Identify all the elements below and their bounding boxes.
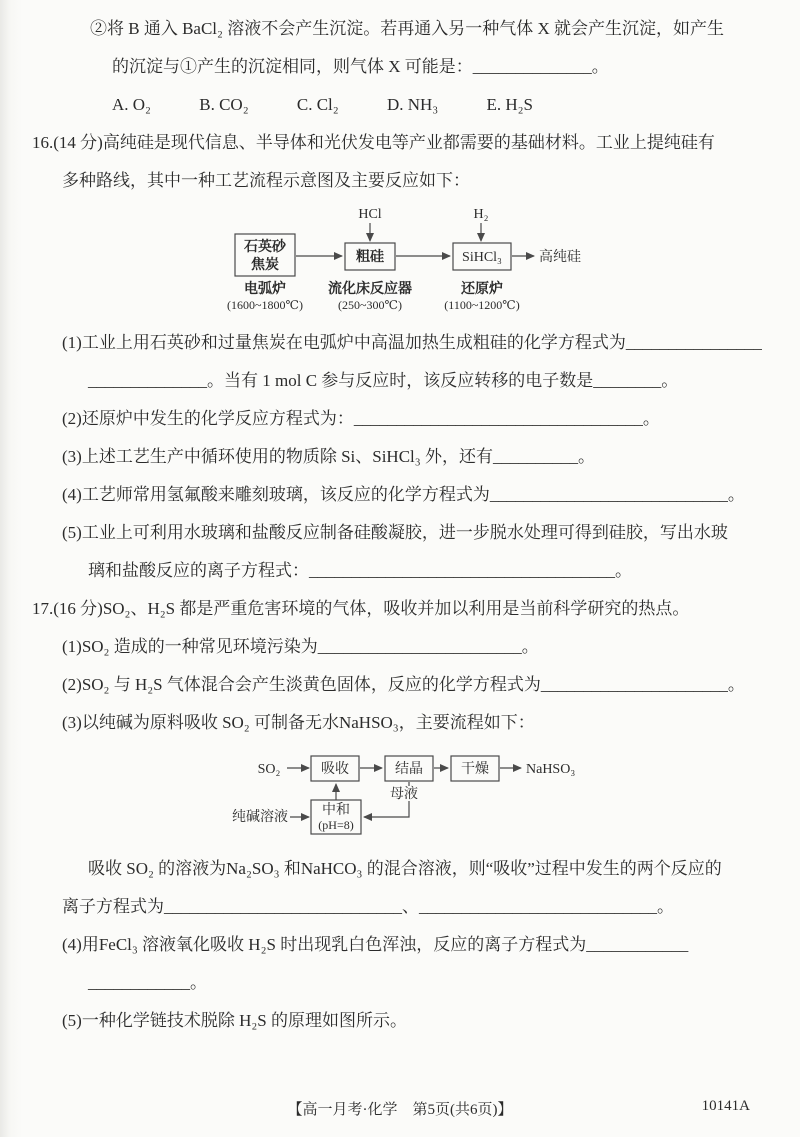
q17-sub2: (2)SO₂ 与 H₂S 气体混合会产生淡黄色固体，反应的化学方程式为______________________。 [62,675,745,694]
hcl-input-label: HCl [358,207,382,222]
q17-head: 17.(16 分)SO₂、H₂S 都是严重危害环境的气体，吸收并加以利用是当前科学研究的热点。 [32,599,690,618]
q16-sub5-line2: 璃和盐酸反应的离子方程式：____________________________________。 [88,561,632,580]
q16-sub3: (3)上述工艺生产中循环使用的物质除 Si、SiHCl₃ 外，还有__________。 [62,447,595,466]
soda-solution-label: 纯碱溶液 [232,810,288,825]
q17-sub4-line1: (4)用FeCl₃ 溶液氧化吸收 H₂S 时出现乳白色浑浊，反应的离子方程式为____________ [62,935,689,954]
nahso3-process-flow-diagram [225,748,610,842]
ph-label: (pH=8) [318,818,354,832]
mother-liquor-label: 母液 [390,787,418,802]
option-c: C. Cl₂ [296,95,339,114]
arc-furnace-label: 电弧炉 [244,282,286,297]
crystallize-label: 结晶 [395,762,423,777]
q17-sub5: (5)一种化学链技术脱除 H₂S 的原理如图所示。 [62,1011,407,1030]
q16-head-line2: 多种路线，其中一种工艺流程示意图及主要反应如下： [62,171,470,190]
arc-furnace-temp: (1600~1800℃) [227,298,303,312]
pure-silicon-label: 高纯硅 [539,250,581,265]
silicon-purification-flow-diagram [205,204,605,318]
q17-sub4-line2: ____________。 [88,973,207,992]
fluidized-bed-label: 流化床反应器 [328,282,412,297]
fluidized-bed-temp: (250~300℃) [338,298,402,312]
q16-sub1-line2: ______________。当有 1 mol C 参与反应时，该反应转移的电子数是________。 [88,371,679,390]
q17-sub1: (1)SO₂ 造成的一种常见环境污染为________________________。 [62,637,539,656]
q16-sub1-line1: (1)工业上用石英砂和过量焦炭在电弧炉中高温加热生成粗硅的化学方程式为________________ [62,333,762,352]
reduction-furnace-label: 还原炉 [461,282,503,297]
q17-sub3-line1: 吸收 SO₂ 的溶液为Na₂SO₃ 和NaHCO₃ 的混合溶液，则“吸收”过程中发生的两个反应的 [88,859,722,878]
crude-silicon-label: 粗硅 [356,250,384,265]
option-a: A. O₂ [112,95,151,114]
neutralize-label: 中和 [322,803,350,818]
absorb-label: 吸收 [321,762,349,777]
coke-label: 焦炭 [251,258,279,273]
q17-sub3: (3)以纯碱为原料吸收 SO₂ 可制备无水NaHSO₃，主要流程如下： [62,713,535,732]
q16-sub2: (2)还原炉中发生的化学反应方程式为：__________________________________。 [62,409,660,428]
footer-title-page-number: 【高一月考·化学 第5页(共6页)】 [287,1102,513,1118]
q15-sub2-line1: ②将 B 通入 BaCl₂ 溶液不会产生沉淀。若再通入另一种气体 X 就会产生沉淀，如产生 [90,19,724,38]
option-b: B. CO₂ [199,95,249,114]
reduction-furnace-temp: (1100~1200℃) [444,298,520,312]
page-footer [0,1098,800,1128]
q15-sub2-line2: 的沉淀与①产生的沉淀相同，则气体 X 可能是：______________。 [112,57,609,76]
dry-label: 干燥 [461,762,489,777]
option-d: D. NH₃ [386,95,439,114]
paper-code: 10141A [701,1098,750,1114]
q16-head-line1: 16.(14 分)高纯硅是现代信息、半导体和光伏发电等产业都需要的基础材料。工业上提纯硅有 [32,133,715,152]
option-e: E. H₂S [486,95,534,114]
so2-input-label: SO₂ [257,762,281,777]
q17-sub3-line2: 离子方程式为____________________________、____________________________。 [62,897,674,916]
sihcl3-label: SiHCl₃ [462,250,502,265]
q16-sub5-line1: (5)工业上可利用水玻璃和盐酸反应制备硅酸凝胶，进一步脱水处理可得到硅胶，写出水玻 [62,523,728,542]
h2-input-label: H₂ [473,207,489,222]
nahso3-product-label: NaHSO₃ [526,762,576,777]
quartz-label: 石英砂 [244,240,286,255]
q15-options [112,86,768,124]
q16-sub4: (4)工艺师常用氢氟酸来雕刻玻璃，该反应的化学方程式为____________________________。 [62,485,745,504]
